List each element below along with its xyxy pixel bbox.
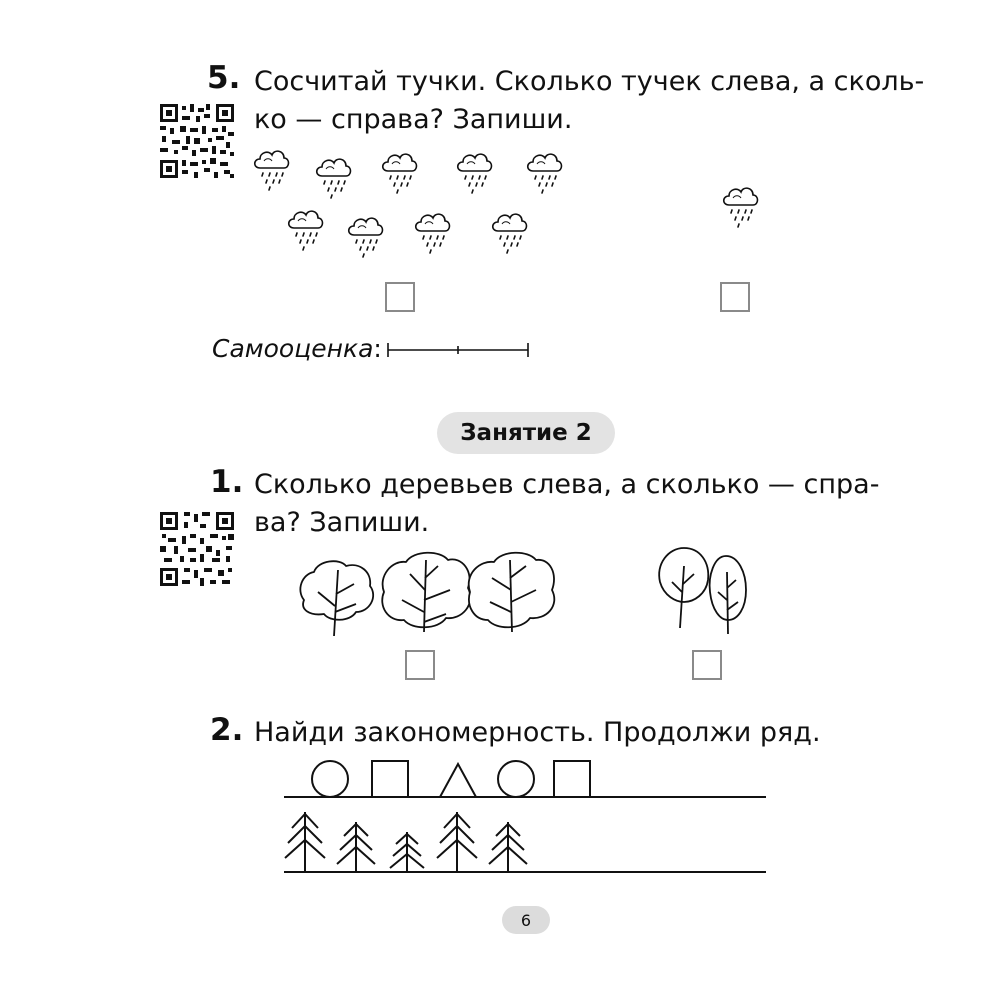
pattern-circle-1 bbox=[312, 761, 348, 797]
task5-text-line1: Сосчитай тучки. Сколько тучек слева, а сколь- bbox=[254, 66, 925, 97]
cloud-left-3 bbox=[383, 154, 417, 193]
cloud-left-8 bbox=[416, 214, 450, 253]
self-evaluation-label: Самооценка: bbox=[212, 334, 382, 363]
answer-box-trees-right[interactable] bbox=[692, 650, 722, 680]
page-number: 6 bbox=[502, 906, 550, 934]
tree-right-1 bbox=[659, 548, 708, 628]
task5-number: 5. bbox=[207, 60, 241, 96]
cloud-left-6 bbox=[289, 211, 323, 250]
cloud-right-1 bbox=[724, 188, 758, 227]
task5-text-line2: ко — справа? Запиши. bbox=[254, 104, 573, 135]
tree-right-2 bbox=[710, 556, 746, 634]
task1-text-line1: Сколько деревьев слева, а сколько — спра- bbox=[254, 469, 880, 500]
tree-left-1 bbox=[300, 561, 373, 636]
task1-text-line2: ва? Запиши. bbox=[254, 507, 430, 538]
pattern-triangle-1 bbox=[440, 764, 476, 797]
fir-tree-2 bbox=[337, 822, 375, 872]
pattern-square-1 bbox=[372, 761, 408, 797]
task2-text: Найди закономерность. Продолжи ряд. bbox=[254, 717, 821, 748]
task2-number: 2. bbox=[210, 712, 244, 748]
cloud-left-5 bbox=[528, 154, 562, 193]
answer-box-clouds-left[interactable] bbox=[385, 282, 415, 312]
fir-tree-5 bbox=[489, 822, 527, 872]
fir-tree-1 bbox=[285, 812, 325, 872]
trees-illustration bbox=[0, 540, 1000, 640]
self-evaluation-scale[interactable] bbox=[385, 342, 531, 358]
tree-left-3 bbox=[469, 553, 555, 632]
pattern-circle-2 bbox=[498, 761, 534, 797]
pattern-rows bbox=[0, 750, 1000, 880]
cloud-left-2 bbox=[317, 159, 351, 198]
cloud-left-1 bbox=[255, 151, 289, 190]
pattern-square-2 bbox=[554, 761, 590, 797]
task1-number: 1. bbox=[210, 464, 244, 500]
cloud-left-4 bbox=[458, 154, 492, 193]
answer-box-trees-left[interactable] bbox=[405, 650, 435, 680]
tree-left-2 bbox=[382, 553, 470, 632]
cloud-left-7 bbox=[349, 218, 383, 257]
cloud-left-9 bbox=[493, 214, 527, 253]
fir-tree-3 bbox=[390, 832, 424, 872]
clouds-illustration bbox=[0, 0, 1000, 400]
answer-box-clouds-right[interactable] bbox=[720, 282, 750, 312]
fir-tree-4 bbox=[437, 812, 477, 872]
lesson-title-badge: Занятие 2 bbox=[437, 412, 615, 454]
